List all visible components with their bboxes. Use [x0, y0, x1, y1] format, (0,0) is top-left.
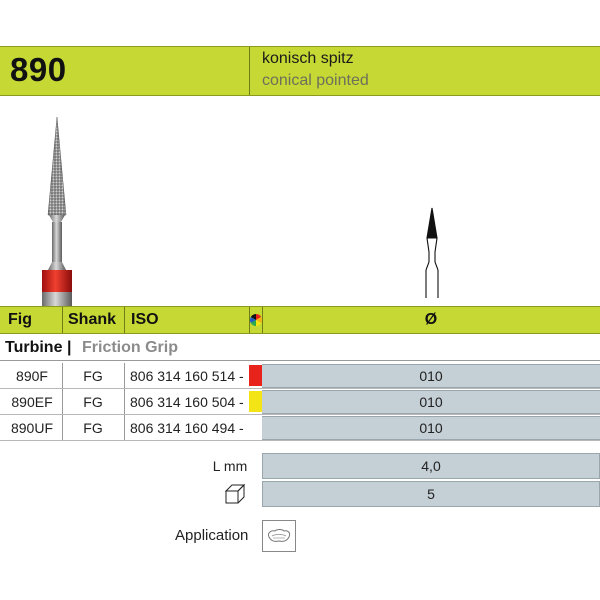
cell-divider — [62, 415, 63, 441]
length-label: L mm — [212, 458, 248, 474]
cell-divider — [124, 415, 125, 441]
cell-divider — [62, 363, 63, 389]
row-iso: 806 314 160 514 - — [130, 368, 244, 384]
application-label: Application — [175, 527, 249, 544]
col-divider — [124, 307, 125, 333]
table-row — [0, 389, 600, 415]
header-divider — [249, 47, 250, 95]
pack-quantity: 5 — [262, 481, 600, 507]
col-divider — [62, 307, 63, 333]
box-icon — [224, 483, 246, 505]
section-grip: Friction Grip — [82, 339, 178, 356]
product-illustration — [0, 96, 600, 306]
grit-color-swatch — [249, 391, 262, 412]
product-header — [0, 46, 600, 96]
col-header-shank: Shank — [68, 311, 117, 328]
color-wheel-icon — [250, 314, 262, 326]
bur-line-drawing — [426, 208, 438, 298]
row-shank: FG — [83, 394, 103, 410]
row-divider — [0, 440, 600, 441]
row-fig: 890EF — [11, 394, 53, 410]
product-name-en: conical pointed — [262, 72, 369, 89]
length-value: 4,0 — [262, 453, 600, 479]
section-type-label: Turbine — [5, 339, 63, 356]
section-type — [5, 339, 71, 357]
row-fig: 890UF — [10, 420, 54, 436]
row-diameter: 010 — [262, 364, 600, 388]
cell-divider — [124, 389, 125, 415]
row-iso: 806 314 160 504 - — [130, 394, 244, 410]
grit-color-swatch — [249, 417, 262, 438]
table-row — [0, 415, 600, 441]
crown-application-icon — [262, 520, 296, 552]
length-row — [0, 453, 600, 479]
row-iso: 806 314 160 494 - — [130, 420, 244, 436]
row-diameter: 010 — [262, 416, 600, 440]
cell-divider — [124, 363, 125, 389]
section-separator: | — [66, 339, 72, 356]
col-header-fig: Fig — [8, 311, 32, 328]
table-header — [0, 306, 600, 334]
pack-row — [0, 481, 600, 507]
section-turbine-friction-grip — [0, 335, 600, 361]
row-diameter: 010 — [262, 390, 600, 414]
bur-photo — [42, 117, 72, 306]
col-header-iso: ISO — [131, 311, 159, 328]
col-header-diameter: Ø — [424, 311, 438, 328]
product-name-de: konisch spitz — [262, 50, 354, 67]
row-shank: FG — [83, 368, 103, 384]
row-fig: 890F — [16, 368, 48, 384]
product-number: 890 — [10, 51, 67, 88]
grit-color-swatch — [249, 365, 262, 386]
cell-divider — [62, 389, 63, 415]
row-shank: FG — [83, 420, 103, 436]
table-row — [0, 363, 600, 389]
